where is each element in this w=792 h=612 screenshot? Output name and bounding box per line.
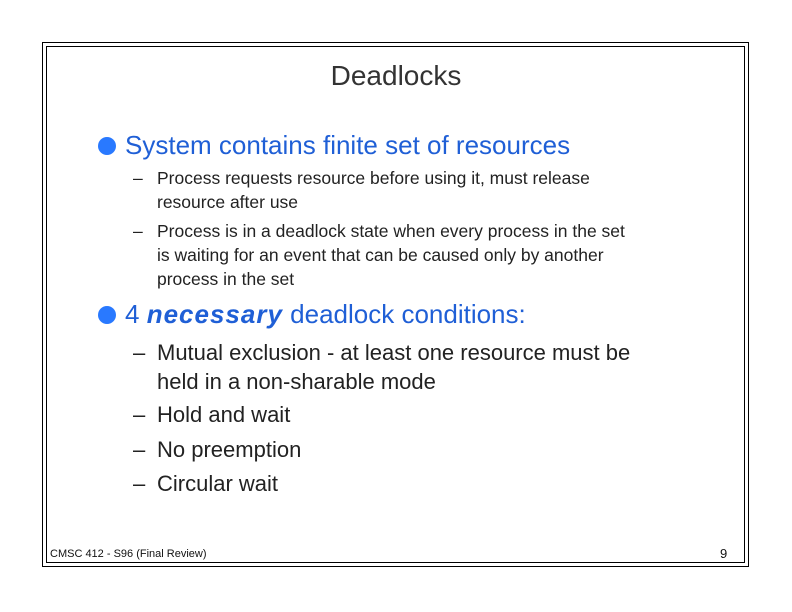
sub-dash-icon: – [133, 402, 146, 427]
sub-item-line: is waiting for an event that can be caused only by another [157, 245, 604, 265]
sub-dash-icon: – [133, 471, 146, 496]
bullet-2-prefix: 4 [125, 299, 147, 329]
sub-item-1-1 [157, 166, 590, 214]
sub-dash-icon: – [133, 340, 146, 365]
sub-item-2-4: Circular wait [157, 471, 279, 496]
bullet-2-text [125, 299, 526, 330]
sub-item-line: process in the set [157, 269, 295, 289]
sub-item-2-3: No preemption [157, 437, 302, 462]
page-number: 9 [720, 546, 728, 561]
slide-footer: CMSC 412 - S96 (Final Review) [50, 548, 207, 560]
bullet-2-suffix: deadlock conditions: [282, 299, 526, 329]
sub-dash-icon: – [133, 168, 143, 188]
sub-dash-icon: – [133, 221, 143, 241]
sub-item-1-2 [157, 219, 625, 291]
sub-item-2-1 [157, 338, 630, 396]
sub-item-line: Process requests resource before using it, must release [157, 168, 590, 188]
slide-title: Deadlocks [330, 60, 462, 91]
bullet-1-text: System contains finite set of resources [125, 130, 571, 160]
sub-item-line: Mutual exclusion - at least one resource must be [157, 340, 631, 365]
sub-dash-icon: – [133, 437, 146, 462]
sub-item-2-2: Hold and wait [157, 402, 291, 427]
sub-item-line: Process is in a deadlock state when every process in the set [157, 221, 625, 241]
bullet-2-emphasis: necessary [146, 299, 283, 329]
bullet-dot-icon [98, 306, 116, 324]
sub-item-line: held in a non-sharable mode [157, 369, 436, 394]
sub-item-line: resource after use [157, 192, 299, 212]
bullet-dot-icon [98, 137, 116, 155]
